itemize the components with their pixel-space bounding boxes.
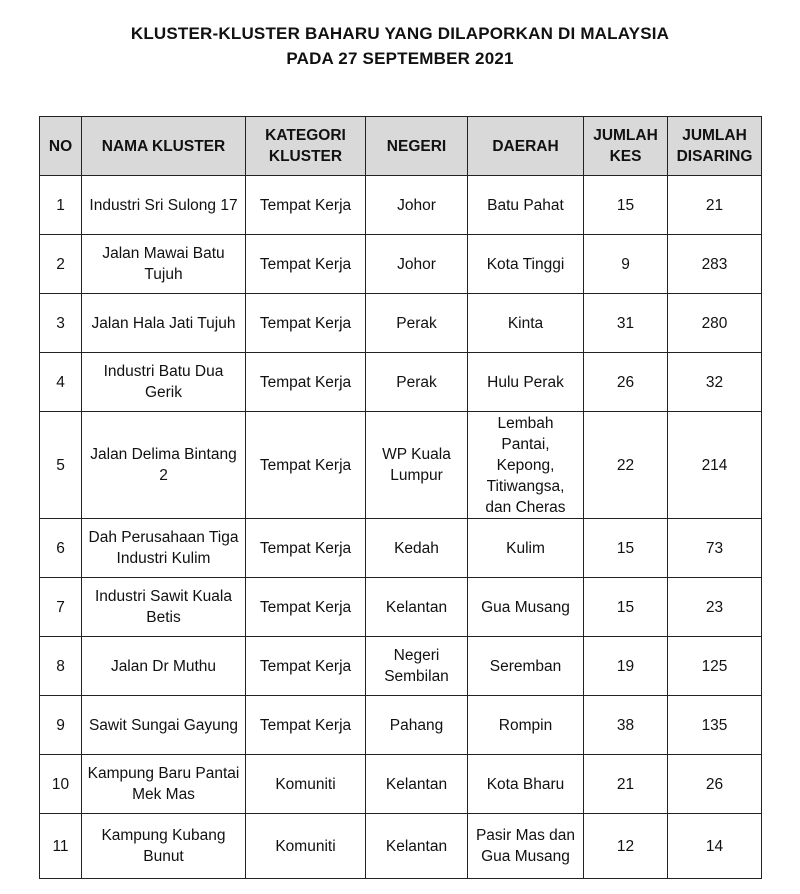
cell-negeri: Perak	[366, 353, 468, 412]
header-no: NO	[40, 117, 82, 176]
cell-kategori: Komuniti	[246, 814, 366, 879]
table-row	[40, 235, 762, 294]
cluster-table	[39, 116, 762, 879]
cell-nama-kluster: Sawit Sungai Gayung	[82, 696, 246, 755]
cell-no: 11	[40, 814, 82, 879]
cell-negeri: Johor	[366, 176, 468, 235]
cell-negeri: Negeri Sembilan	[366, 637, 468, 696]
cell-no: 1	[40, 176, 82, 235]
cell-kategori: Tempat Kerja	[246, 637, 366, 696]
header-daerah: DAERAH	[468, 117, 584, 176]
cell-jumlah-disaring: 21	[668, 176, 762, 235]
cell-jumlah-disaring: 14	[668, 814, 762, 879]
cell-negeri: Kelantan	[366, 755, 468, 814]
header-nama-kluster: NAMA KLUSTER	[82, 117, 246, 176]
cell-jumlah-kes: 9	[584, 235, 668, 294]
cell-no: 6	[40, 519, 82, 578]
cell-jumlah-disaring: 135	[668, 696, 762, 755]
cell-kategori: Tempat Kerja	[246, 519, 366, 578]
cell-negeri: Pahang	[366, 696, 468, 755]
table-row	[40, 412, 762, 519]
cell-jumlah-kes: 22	[584, 412, 668, 519]
cell-daerah: Kota Bharu	[468, 755, 584, 814]
table-row	[40, 578, 762, 637]
header-jumlah-disaring: JUMLAH DISARING	[668, 117, 762, 176]
cell-nama-kluster: Dah Perusahaan Tiga Industri Kulim	[82, 519, 246, 578]
table-row	[40, 814, 762, 879]
cell-negeri: Kelantan	[366, 814, 468, 879]
cell-jumlah-kes: 15	[584, 578, 668, 637]
cell-jumlah-disaring: 214	[668, 412, 762, 519]
cell-jumlah-kes: 31	[584, 294, 668, 353]
cell-jumlah-disaring: 125	[668, 637, 762, 696]
cell-no: 4	[40, 353, 82, 412]
table-row	[40, 176, 762, 235]
cell-no: 7	[40, 578, 82, 637]
cell-daerah: Pasir Mas dan Gua Musang	[468, 814, 584, 879]
cell-kategori: Tempat Kerja	[246, 235, 366, 294]
cell-jumlah-kes: 21	[584, 755, 668, 814]
cell-daerah: Kota Tinggi	[468, 235, 584, 294]
cell-negeri: Perak	[366, 294, 468, 353]
cell-kategori: Tempat Kerja	[246, 294, 366, 353]
page-subtitle: PADA 27 SEPTEMBER 2021	[286, 49, 514, 68]
cell-no: 10	[40, 755, 82, 814]
cell-daerah: Lembah Pantai, Kepong, Titiwangsa, dan Cheras	[468, 412, 584, 519]
page-title: KLUSTER-KLUSTER BAHARU YANG DILAPORKAN DI MALAYSIA	[130, 24, 670, 43]
cell-no: 3	[40, 294, 82, 353]
header-kategori-kluster: KATEGORI KLUSTER	[246, 117, 366, 176]
cell-jumlah-kes: 15	[584, 176, 668, 235]
cell-negeri: Johor	[366, 235, 468, 294]
cell-daerah: Rompin	[468, 696, 584, 755]
table-row	[40, 519, 762, 578]
cell-nama-kluster: Kampung Kubang Bunut	[82, 814, 246, 879]
cell-jumlah-disaring: 23	[668, 578, 762, 637]
cell-jumlah-disaring: 283	[668, 235, 762, 294]
cell-negeri: Kelantan	[366, 578, 468, 637]
table-row	[40, 294, 762, 353]
cell-daerah: Kulim	[468, 519, 584, 578]
cell-nama-kluster: Kampung Baru Pantai Mek Mas	[82, 755, 246, 814]
cell-daerah: Hulu Perak	[468, 353, 584, 412]
header-negeri: NEGERI	[366, 117, 468, 176]
cell-kategori: Komuniti	[246, 755, 366, 814]
table-row	[40, 637, 762, 696]
header-jumlah-kes: JUMLAH KES	[584, 117, 668, 176]
cell-nama-kluster: Industri Batu Dua Gerik	[82, 353, 246, 412]
cell-jumlah-disaring: 280	[668, 294, 762, 353]
cell-negeri: Kedah	[366, 519, 468, 578]
cell-jumlah-kes: 19	[584, 637, 668, 696]
cell-daerah: Kinta	[468, 294, 584, 353]
cell-kategori: Tempat Kerja	[246, 578, 366, 637]
cell-jumlah-disaring: 32	[668, 353, 762, 412]
table-row	[40, 755, 762, 814]
cell-nama-kluster: Jalan Mawai Batu Tujuh	[82, 235, 246, 294]
cell-daerah: Gua Musang	[468, 578, 584, 637]
cell-daerah: Batu Pahat	[468, 176, 584, 235]
cell-nama-kluster: Industri Sri Sulong 17	[82, 176, 246, 235]
table-header-row	[40, 117, 762, 176]
cell-jumlah-disaring: 73	[668, 519, 762, 578]
cell-kategori: Tempat Kerja	[246, 353, 366, 412]
cell-no: 5	[40, 412, 82, 519]
table-row	[40, 696, 762, 755]
cell-kategori: Tempat Kerja	[246, 696, 366, 755]
cell-no: 8	[40, 637, 82, 696]
cell-daerah: Seremban	[468, 637, 584, 696]
table-body	[40, 176, 762, 879]
cell-jumlah-kes: 26	[584, 353, 668, 412]
cell-nama-kluster: Jalan Hala Jati Tujuh	[82, 294, 246, 353]
cell-negeri: WP Kuala Lumpur	[366, 412, 468, 519]
cell-nama-kluster: Jalan Dr Muthu	[82, 637, 246, 696]
cell-kategori: Tempat Kerja	[246, 176, 366, 235]
cell-nama-kluster: Industri Sawit Kuala Betis	[82, 578, 246, 637]
table-row	[40, 353, 762, 412]
cell-no: 2	[40, 235, 82, 294]
cell-kategori: Tempat Kerja	[246, 412, 366, 519]
cell-jumlah-kes: 38	[584, 696, 668, 755]
cell-jumlah-kes: 12	[584, 814, 668, 879]
cell-jumlah-kes: 15	[584, 519, 668, 578]
cell-no: 9	[40, 696, 82, 755]
cell-nama-kluster: Jalan Delima Bintang 2	[82, 412, 246, 519]
cell-jumlah-disaring: 26	[668, 755, 762, 814]
